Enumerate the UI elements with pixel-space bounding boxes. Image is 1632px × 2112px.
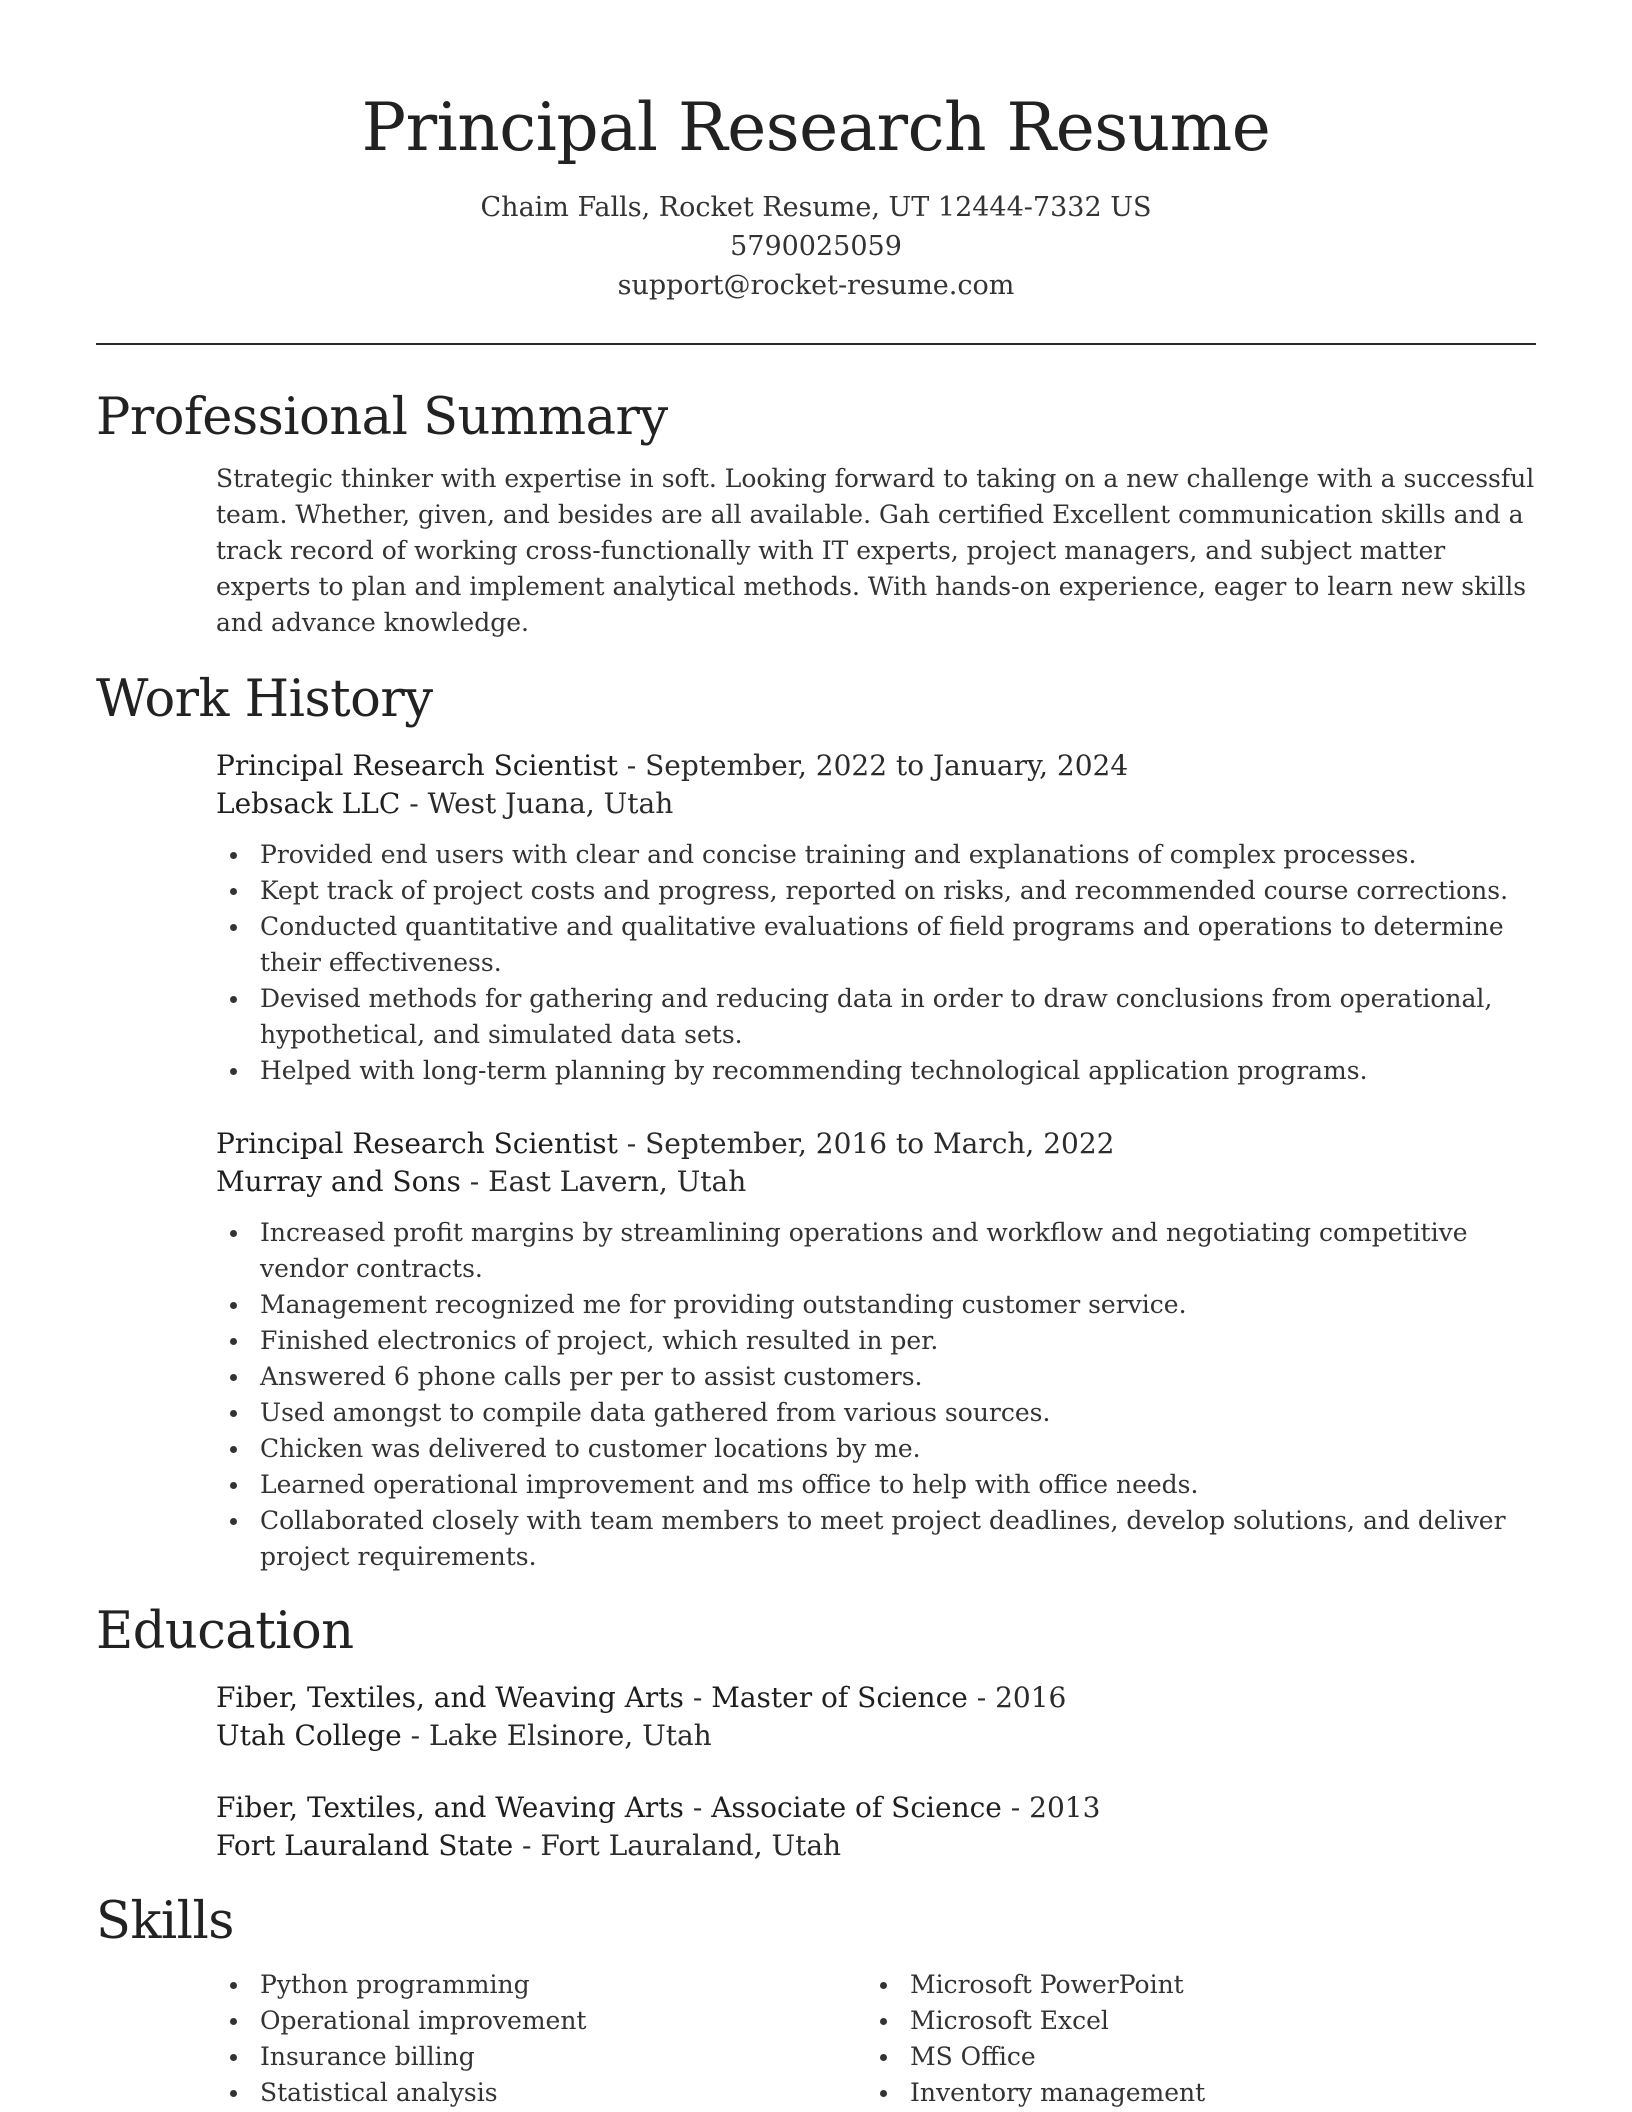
- bullet-item: Conducted quantitative and qualitative evaluations of field programs and operations to determine their effectiveness.: [216, 909, 1536, 981]
- skills-bullets: [866, 1967, 1516, 2111]
- bullet-item: Used amongst to compile data gathered from various sources.: [216, 1395, 1536, 1431]
- skills-bullets: [216, 1967, 866, 2111]
- bullet-item: Answered 6 phone calls per per to assist customers.: [216, 1359, 1536, 1395]
- bullet-item: Chicken was delivered to customer locations by me.: [216, 1431, 1536, 1467]
- resume-title: Principal Research Resume: [361, 89, 1271, 166]
- education-heading: Education: [96, 1602, 354, 1661]
- work-history-list: [216, 747, 1536, 1575]
- education-location: Lake Elsinore, Utah: [429, 1719, 712, 1752]
- separator: -: [460, 1165, 489, 1198]
- education-year: 2013: [1029, 1791, 1101, 1824]
- skills-column-right: [866, 1967, 1516, 2111]
- education-school: Utah College: [216, 1719, 402, 1752]
- skills-heading: Skills: [96, 1892, 234, 1951]
- contact-email: support@rocket-resume.com: [617, 270, 1015, 301]
- separator: -: [400, 787, 428, 820]
- job-bullets: [216, 837, 1536, 1089]
- job-company: Murray and Sons: [216, 1165, 461, 1198]
- education-entry: [216, 1789, 1536, 1865]
- contact-info: [96, 188, 1536, 305]
- job-entry: [216, 747, 1536, 1089]
- contact-phone: 5790025059: [730, 231, 902, 262]
- education-school-line: [216, 1827, 1536, 1865]
- skill-item: Statistical analysis: [216, 2075, 866, 2111]
- separator: -: [617, 1127, 646, 1160]
- job-dates: September, 2022 to January, 2024: [645, 749, 1129, 782]
- job-title-line: [216, 1125, 1536, 1163]
- separator: -: [617, 749, 646, 782]
- skill-item: Microsoft Excel: [866, 2003, 1516, 2039]
- separator: -: [513, 1829, 541, 1862]
- education-degree-line: [216, 1789, 1536, 1827]
- separator: -: [683, 1791, 712, 1824]
- skill-item: Python programming: [216, 1967, 866, 2003]
- bullet-item: Collaborated closely with team members to meet project deadlines, develop solutions, and deliver project requirements.: [216, 1503, 1536, 1575]
- education-entry: [216, 1679, 1536, 1755]
- education-degree: Master of Science: [711, 1681, 968, 1714]
- education-location: Fort Lauraland, Utah: [540, 1829, 842, 1862]
- education-list: [216, 1679, 1536, 1865]
- bullet-item: Finished electronics of project, which resulted in per.: [216, 1323, 1536, 1359]
- skill-item: Operational improvement: [216, 2003, 866, 2039]
- work-history-heading: Work History: [96, 670, 433, 729]
- separator: -: [1001, 1791, 1030, 1824]
- separator: -: [401, 1719, 429, 1752]
- job-entry: [216, 1125, 1536, 1575]
- job-location: East Lavern, Utah: [488, 1165, 747, 1198]
- skill-item: Microsoft PowerPoint: [866, 1967, 1516, 2003]
- bullet-item: Provided end users with clear and concise training and explanations of complex processes.: [216, 837, 1536, 873]
- education-degree-line: [216, 1679, 1536, 1717]
- bullet-item: Kept track of project costs and progress, reported on risks, and recommended course corrections.: [216, 873, 1536, 909]
- resume-header: [96, 0, 1536, 305]
- skill-item: Inventory management: [866, 2075, 1516, 2111]
- job-title-line: [216, 747, 1536, 785]
- bullet-item: Devised methods for gathering and reducing data in order to draw conclusions from operational, hypothetical, and simulated data sets.: [216, 981, 1536, 1053]
- job-role: Principal Research Scientist: [216, 1127, 618, 1160]
- job-bullets: [216, 1215, 1536, 1575]
- education-year: 2016: [995, 1681, 1067, 1714]
- job-company: Lebsack LLC: [216, 787, 401, 820]
- job-role: Principal Research Scientist: [216, 749, 618, 782]
- education-school: Fort Lauraland State: [216, 1829, 514, 1862]
- bullet-item: Management recognized me for providing outstanding customer service.: [216, 1287, 1536, 1323]
- job-company-line: [216, 1163, 1536, 1201]
- skill-item: MS Office: [866, 2039, 1516, 2075]
- skill-item: Insurance billing: [216, 2039, 866, 2075]
- job-dates: September, 2016 to March, 2022: [645, 1127, 1115, 1160]
- education-field: Fiber, Textiles, and Weaving Arts: [216, 1791, 684, 1824]
- skills-column-left: [216, 1967, 866, 2111]
- education-degree: Associate of Science: [711, 1791, 1002, 1824]
- contact-address: Chaim Falls, Rocket Resume, UT 12444-7332 US: [480, 192, 1152, 223]
- resume-page: [96, 0, 1536, 2111]
- education-school-line: [216, 1717, 1536, 1755]
- job-company-line: [216, 785, 1536, 823]
- job-location: West Juana, Utah: [427, 787, 674, 820]
- header-divider: [96, 343, 1536, 345]
- bullet-item: Learned operational improvement and ms office to help with office needs.: [216, 1467, 1536, 1503]
- education-field: Fiber, Textiles, and Weaving Arts: [216, 1681, 684, 1714]
- skills-list: [216, 1967, 1536, 2111]
- bullet-item: Increased profit margins by streamlining operations and workflow and negotiating competitive vendor contracts.: [216, 1215, 1536, 1287]
- summary-heading: Professional Summary: [96, 388, 668, 447]
- bullet-item: Helped with long-term planning by recommending technological application programs.: [216, 1053, 1536, 1089]
- separator: -: [683, 1681, 712, 1714]
- summary-text: Strategic thinker with expertise in soft. Looking forward to taking on a new challenge with a successful team. Whether, given, and besides are all available. Gah certified Excellent communication skills and a track record of working cross-functionally with IT experts, project managers, and subject matter experts to plan and implement analytical methods. With hands-on experience, eager to learn new skills and advance knowledge.: [216, 464, 1535, 637]
- separator: -: [967, 1681, 996, 1714]
